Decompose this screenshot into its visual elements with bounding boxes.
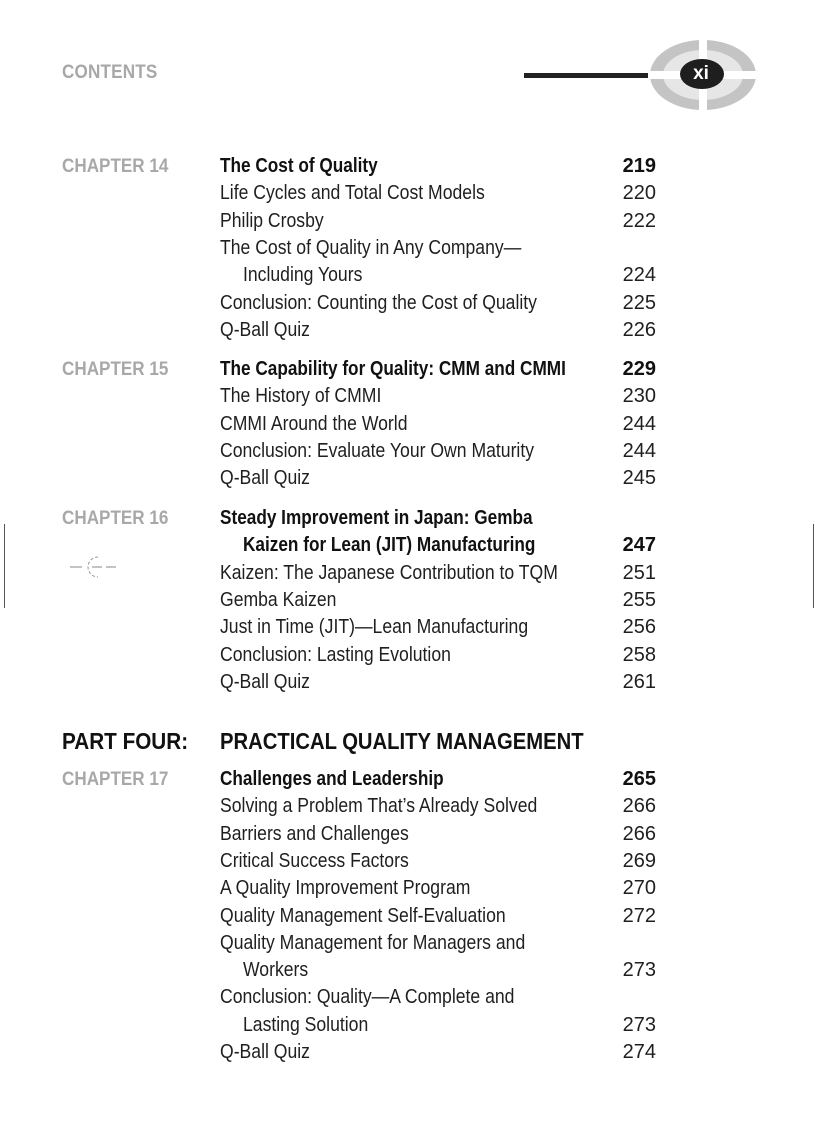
toc-entry-row	[0, 903, 816, 930]
header-rule	[524, 73, 664, 78]
section-title: Critical Success Factors	[220, 849, 409, 872]
chapter-title: The Cost of Quality	[220, 155, 378, 177]
page-number-ref: 265	[622, 768, 656, 790]
section-title: A Quality Improvement Program	[220, 877, 471, 900]
page-number-ref: 251	[622, 561, 656, 584]
page-number-ref: 266	[622, 795, 656, 818]
section-title: The Cost of Quality in Any Company—	[220, 236, 522, 259]
running-header: CONTENTS	[62, 62, 158, 83]
chapter-label: CHAPTER 16	[62, 508, 169, 529]
page-number-ref: 247	[622, 534, 656, 557]
toc-entry-row	[0, 875, 816, 902]
toc-entry-row	[0, 587, 816, 614]
page-number-ref: 225	[622, 291, 656, 314]
part-title: PRACTICAL QUALITY MANAGEMENT	[220, 728, 584, 754]
toc-entry-row	[0, 532, 816, 559]
toc-entry-row	[0, 642, 816, 669]
toc-entry-row	[0, 821, 816, 848]
section-title: The History of CMMI	[220, 385, 382, 408]
toc-entry-row	[0, 848, 816, 875]
chapter-label: CHAPTER 14	[62, 156, 169, 177]
toc-entry-row	[0, 235, 816, 262]
section-title: Gemba Kaizen	[220, 588, 337, 611]
toc-entry-row	[0, 669, 816, 696]
chapter-title-row	[0, 766, 816, 793]
section-title: Q-Ball Quiz	[220, 670, 310, 693]
page-number-ref: 245	[622, 467, 656, 490]
toc-entry-row	[0, 1012, 816, 1039]
page-number-ref: 273	[622, 1013, 656, 1036]
chapter-label: CHAPTER 15	[62, 359, 169, 380]
chapter-title-row	[0, 153, 816, 180]
page-number-ref: 273	[622, 959, 656, 982]
toc-entry-row	[0, 262, 816, 289]
section-title: CMMI Around the World	[220, 412, 408, 435]
page-number-ref: 226	[622, 318, 656, 341]
chapter-title: Challenges and Leadership	[220, 768, 444, 790]
section-title: Conclusion: Evaluate Your Own Maturity	[220, 439, 535, 462]
page-number-ref: 266	[622, 822, 656, 845]
section-title: Conclusion: Lasting Evolution	[220, 643, 451, 666]
chapter-title: Steady Improvement in Japan: Gemba	[220, 507, 533, 529]
section-title: Q-Ball Quiz	[220, 467, 310, 490]
section-title: Conclusion: Counting the Cost of Quality	[220, 291, 537, 314]
page-number-ref: 269	[622, 849, 656, 872]
section-title: Philip Crosby	[220, 209, 324, 232]
page-number-ref: 224	[622, 264, 656, 287]
toc-entry-row	[0, 411, 816, 438]
page-number-ref: 244	[622, 412, 656, 435]
page-number-ref: 258	[622, 643, 656, 666]
section-title: Kaizen: The Japanese Contribution to TQM	[220, 561, 558, 584]
page-number-ref: 255	[622, 588, 656, 611]
section-title: Conclusion: Quality—A Complete and	[220, 986, 515, 1009]
toc-entry-row	[0, 1039, 816, 1066]
toc-entry-row	[0, 465, 816, 492]
section-title: Life Cycles and Total Cost Models	[220, 182, 485, 205]
chapter-title: Kaizen for Lean (JIT) Manufacturing	[243, 534, 536, 557]
section-title: Including Yours	[243, 264, 363, 287]
toc-entry-row	[0, 383, 816, 410]
toc-entry-row	[0, 560, 816, 587]
page-number-ref: 220	[622, 182, 656, 205]
page-number-ref: 219	[622, 155, 656, 177]
part-label: PART FOUR:	[62, 728, 189, 754]
toc-entry-row	[0, 793, 816, 820]
toc-entry-row	[0, 290, 816, 317]
section-title: Solving a Problem That’s Already Solved	[220, 795, 538, 818]
section-title: Quality Management for Managers and	[220, 931, 526, 954]
section-title: Q-Ball Quiz	[220, 318, 310, 341]
section-title: Quality Management Self-Evaluation	[220, 904, 506, 927]
page-number-ref: 229	[622, 358, 656, 380]
page-number-ref: 230	[622, 385, 656, 408]
section-title: Barriers and Challenges	[220, 822, 409, 845]
section-title: Q-Ball Quiz	[220, 1041, 310, 1063]
toc-entry-row	[0, 208, 816, 235]
part-heading	[0, 726, 816, 756]
chapter-title-row	[0, 505, 816, 532]
page-number-ref: 222	[622, 209, 656, 232]
toc-entry-row	[0, 957, 816, 984]
chapter-label: CHAPTER 17	[62, 769, 169, 790]
toc-entry-row	[0, 930, 816, 957]
chapter-title-row	[0, 356, 816, 383]
toc-entry-row	[0, 317, 816, 344]
section-title: Lasting Solution	[243, 1013, 369, 1036]
toc-entry-row	[0, 438, 816, 465]
page-number-ref: 274	[622, 1041, 656, 1063]
page-number-ref: 244	[622, 439, 656, 462]
section-title: Workers	[243, 959, 309, 982]
page-number-ref: 270	[622, 877, 656, 900]
toc-entry-row	[0, 984, 816, 1011]
toc-entry-row	[0, 180, 816, 207]
chapter-title: The Capability for Quality: CMM and CMMI	[220, 358, 566, 380]
page-number: xi	[693, 63, 709, 84]
section-title: Just in Time (JIT)—Lean Manufacturing	[220, 616, 529, 639]
toc-entry-row	[0, 614, 816, 641]
page-number-ref: 272	[622, 904, 656, 927]
page-number-ref: 256	[622, 616, 656, 639]
page-number-ref: 261	[622, 670, 656, 693]
